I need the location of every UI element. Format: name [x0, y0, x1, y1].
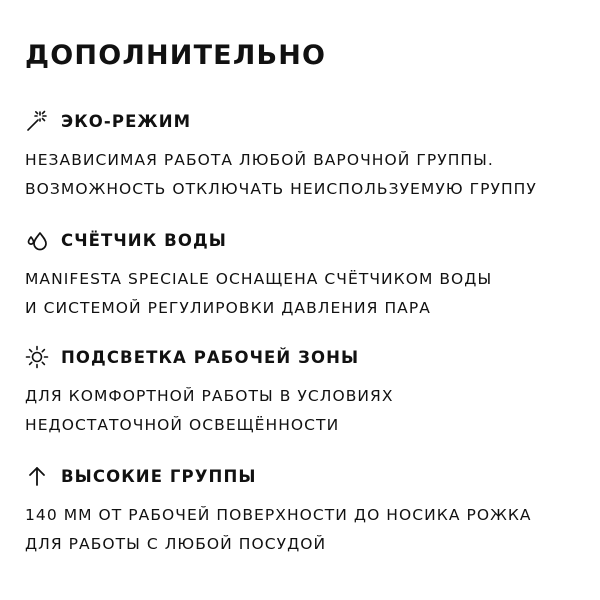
feature-description	[25, 146, 585, 204]
feature-work-lighting	[25, 344, 585, 440]
description-line: ВОЗМОЖНОСТЬ ОТКЛЮЧАТЬ НЕИСПОЛЬЗУЕМУЮ ГРУППУ	[25, 180, 537, 198]
magic-wand-icon	[25, 109, 49, 133]
feature-heading: ПОДСВЕТКА РАБОЧЕЙ ЗОНЫ	[61, 347, 360, 367]
feature-heading-row	[25, 227, 585, 253]
feature-heading-row	[25, 108, 585, 134]
feature-heading: ЭКО-РЕЖИМ	[61, 111, 192, 131]
feature-description	[25, 382, 585, 440]
arrow-up-icon	[25, 464, 49, 488]
feature-heading-row	[25, 344, 585, 370]
feature-description	[25, 265, 585, 323]
feature-high-groups	[25, 463, 585, 559]
feature-eco-mode	[25, 108, 585, 204]
description-line: И СИСТЕМОЙ РЕГУЛИРОВКИ ДАВЛЕНИЯ ПАРА	[25, 299, 431, 317]
description-line: 140 ММ ОТ РАБОЧЕЙ ПОВЕРХНОСТИ ДО НОСИКА РОЖКА	[25, 506, 532, 524]
water-drops-icon	[25, 228, 49, 252]
feature-heading: ВЫСОКИЕ ГРУППЫ	[61, 466, 257, 486]
feature-description	[25, 501, 585, 559]
sun-icon	[25, 345, 49, 369]
feature-water-meter	[25, 227, 585, 323]
feature-heading-row	[25, 463, 585, 489]
description-line: НЕЗАВИСИМАЯ РАБОТА ЛЮБОЙ ВАРОЧНОЙ ГРУППЫ.	[25, 151, 494, 169]
feature-heading: СЧЁТЧИК ВОДЫ	[61, 230, 227, 250]
description-line: ДЛЯ КОМФОРТНОЙ РАБОТЫ В УСЛОВИЯХ	[25, 387, 394, 405]
page-title: ДОПОЛНИТЕЛЬНО	[25, 40, 327, 71]
description-line: НЕДОСТАТОЧНОЙ ОСВЕЩЁННОСТИ	[25, 416, 340, 434]
description-line: ДЛЯ РАБОТЫ С ЛЮБОЙ ПОСУДОЙ	[25, 535, 327, 553]
description-line: MANIFESTA SPECIALE ОСНАЩЕНА СЧЁТЧИКОМ ВОДЫ	[25, 270, 493, 288]
